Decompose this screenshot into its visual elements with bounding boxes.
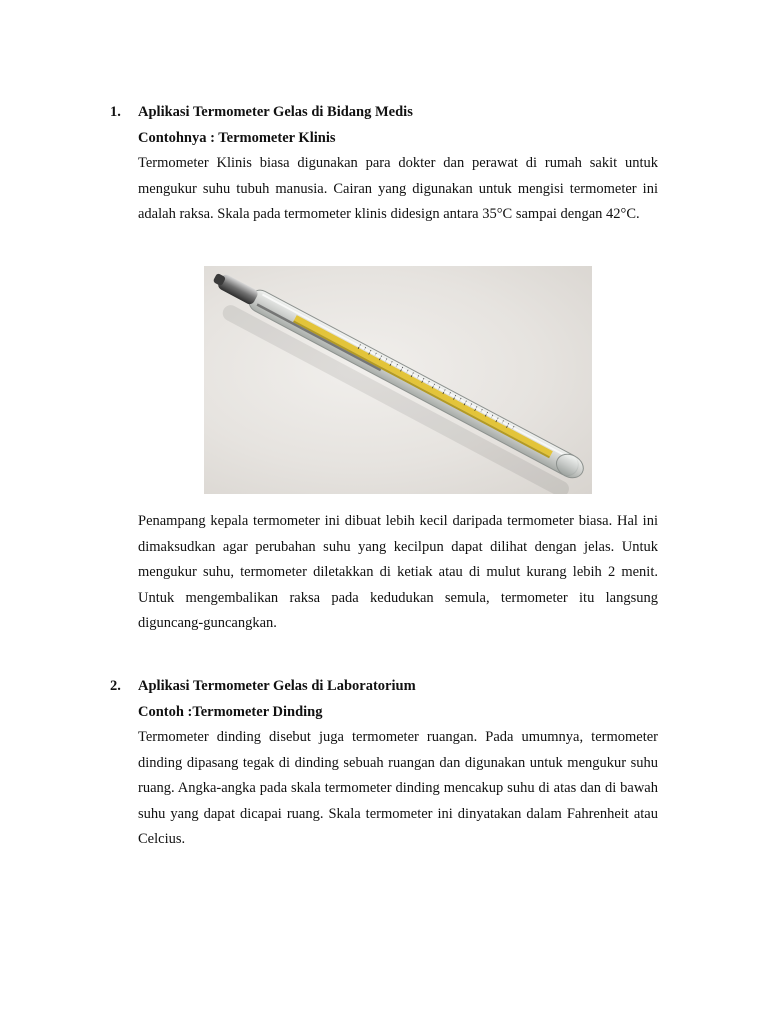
thermometer-photo: [204, 266, 592, 494]
section-2-paragraph-1: Termometer dinding disebut juga termometer ruangan. Pada umumnya, termometer dinding dipasang tegak di dinding sebuah ruangan dan digunakan untuk mengukur suhu ruang. Angka-angka pada skala termometer dinding mencakup suhu di atas dan di bawah suhu yang dapat dicapai ruang. Skala termometer ini dinyatakan dalam Fahrenheit atau Celcius.: [138, 729, 658, 847]
section-2-number: 2.: [110, 678, 121, 694]
section-1-number: 1.: [110, 104, 121, 120]
section-2-title: Aplikasi Termometer Gelas di Laboratorium: [138, 678, 416, 694]
section-1-paragraph-2: Penampang kepala termometer ini dibuat lebih kecil daripada termometer biasa. Hal ini dimaksudkan agar perubahan suhu yang kecilpun dapat dilihat dengan jelas. Untuk mengukur suhu, termometer diletakkan di ketiak atau di mulut kurang lebih 2 menit. Untuk mengembalikan raksa pada kedudukan semula, termometer itu langsung diguncang-guncangkan.: [138, 513, 658, 631]
section-2-subheading: Contoh :Termometer Dinding: [138, 704, 323, 720]
section-1: [110, 99, 658, 228]
section-2-heading: [110, 673, 658, 699]
section-2: [110, 673, 658, 853]
section-1-heading: [110, 99, 658, 125]
section-1-title: Aplikasi Termometer Gelas di Bidang Medis: [138, 104, 413, 120]
section-1-paragraph-2-block: [110, 509, 658, 637]
section-1-subheading: Contohnya : Termometer Klinis: [138, 130, 336, 146]
section-1-paragraph-1: Termometer Klinis biasa digunakan para dokter dan perawat di rumah sakit untuk mengukur suhu tubuh manusia. Cairan yang digunakan untuk mengisi termometer ini adalah raksa. Skala pada termometer klinis didesign antara 35°C sampai dengan 42°C.: [138, 155, 658, 222]
clinical-thermometer-icon: [204, 266, 592, 494]
